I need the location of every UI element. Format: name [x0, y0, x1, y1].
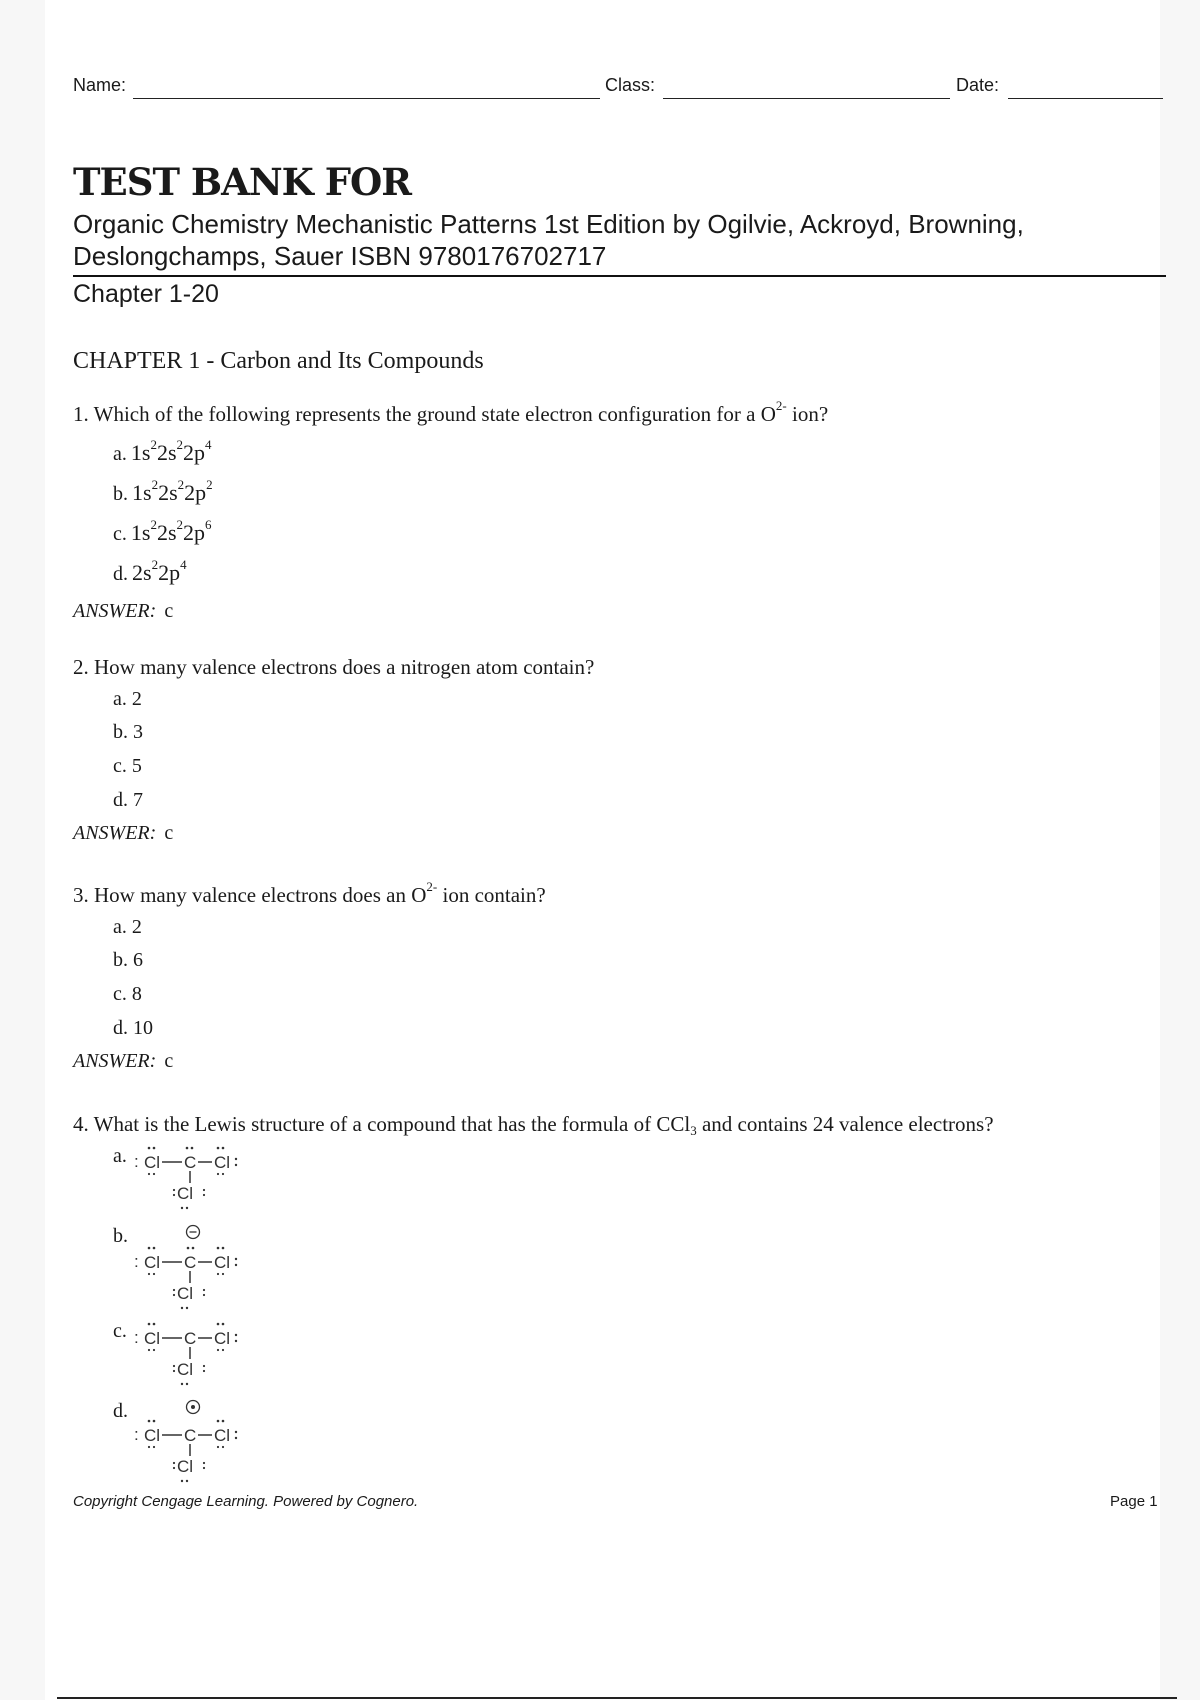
chlorine-right: Cl [214, 1253, 231, 1272]
carbon-center: C [184, 1153, 197, 1172]
carbon-center: C [184, 1329, 197, 1348]
chlorine-left: Cl [144, 1153, 161, 1172]
chapter-range: Chapter 1-20 [73, 280, 219, 308]
chlorine-left: Cl [144, 1426, 161, 1445]
chlorine-bottom: Cl [177, 1360, 194, 1379]
question-4-option-d-letter: d. [113, 1400, 128, 1422]
svg-text::: : [134, 1252, 139, 1271]
copyright-footer: Copyright Cengage Learning. Powered by Cognero. [73, 1493, 419, 1510]
question-2-option-c: c. 5 [113, 755, 142, 777]
svg-text::: : [134, 1328, 139, 1347]
date-label: Date: [956, 75, 1000, 95]
lewis-structure-c [132, 1315, 252, 1392]
question-1-answer: ANSWER: c [73, 600, 174, 622]
book-title: Organic Chemistry Mechanistic Patterns 1st Edition by Ogilvie, Ackroyd, Browning, Deslongchamps, Sauer ISBN 9780176702717 [73, 209, 1024, 271]
chlorine-right: Cl [214, 1426, 231, 1445]
chlorine-left: Cl [144, 1329, 161, 1348]
page-number: Page 1 [1110, 1493, 1158, 1510]
question-3-option-a: a. 2 [113, 916, 142, 938]
question-4-option-c-letter: c. [113, 1320, 127, 1342]
question-1-option-c: c. $1s^22s^22p^6$ [113, 517, 212, 545]
question-2-option-b: b. 3 [113, 721, 143, 743]
question-2: 2. How many valence electrons does a nitrogen atom contain? [73, 655, 595, 679]
question-2-option-d: d. 7 [113, 789, 143, 811]
question-1-option-a: a. $1s^22s^22p^4$ [113, 437, 212, 465]
name-label: Name: [73, 75, 127, 95]
question-4: 4. What is the Lewis structure of a compound that has the formula of CCl$_3$ and contains 24 valence electrons? [73, 1112, 994, 1138]
lone-pair-colon: : [134, 1152, 139, 1171]
question-1-option-b: b. $1s^22s^22p^2$ [113, 477, 213, 505]
name-field-line [133, 98, 600, 99]
carbon-center: C [184, 1426, 197, 1445]
chlorine-left: Cl [144, 1253, 161, 1272]
question-3-option-b: b. 6 [113, 949, 143, 971]
bottom-divider [57, 1697, 1177, 1699]
lewis-structure-d [132, 1397, 252, 1490]
chlorine-bottom: Cl [177, 1184, 194, 1203]
date-field-line [1008, 98, 1163, 99]
question-4-option-a-letter: a. [113, 1145, 127, 1167]
question-3-option-d: d. 10 [113, 1017, 153, 1039]
title-divider [73, 275, 1166, 277]
question-1: 1. Which of the following represents the ground state electron configuration for a $O^{2-}$ ion? [73, 398, 829, 426]
chapter-heading: CHAPTER 1 - Carbon and Its Compounds [73, 348, 484, 374]
question-2-answer: ANSWER: c [73, 822, 174, 844]
chlorine-bottom: Cl [177, 1284, 194, 1303]
question-3-option-c: c. 8 [113, 983, 142, 1005]
class-label: Class: [605, 75, 656, 95]
chlorine-right: Cl [214, 1153, 231, 1172]
chlorine-right: Cl [214, 1329, 231, 1348]
test-bank-heading: TEST BANK FOR [73, 160, 411, 204]
question-1-option-d: d. $2s^22p^4$ [113, 557, 187, 585]
question-3: 3. How many valence electrons does an $O^{2-}$ ion contain? [73, 879, 546, 907]
lewis-structure-a [132, 1143, 252, 1216]
carbon-center: C [184, 1253, 197, 1272]
svg-text::: : [134, 1425, 139, 1444]
chlorine-bottom: Cl [177, 1457, 194, 1476]
question-2-option-a: a. 2 [113, 688, 142, 710]
question-3-answer: ANSWER: c [73, 1050, 174, 1072]
question-4-option-b-letter: b. [113, 1225, 128, 1247]
class-field-line [663, 98, 950, 99]
lewis-structure-b [132, 1222, 252, 1317]
